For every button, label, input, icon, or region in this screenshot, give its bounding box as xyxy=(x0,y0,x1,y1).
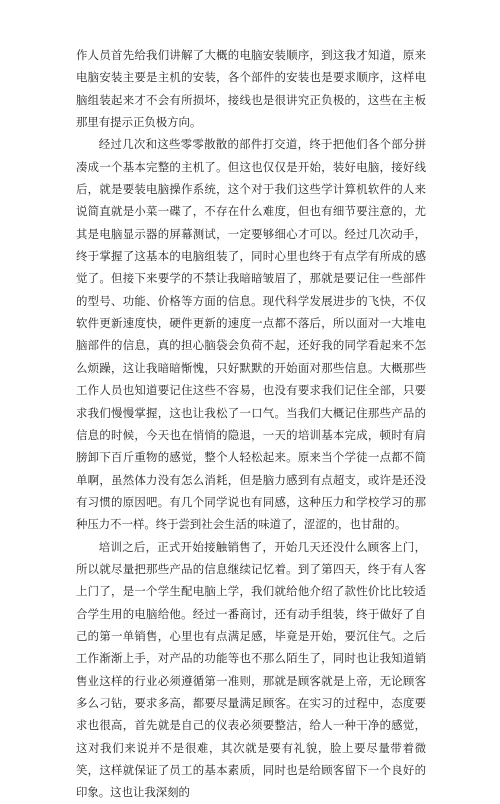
paragraph-sales-experience: 培训之后，正式开始接触销售了，开始几天还没什么顾客上门，所以就尽量把那些产品的信息继续记忆着。到了第四天，终于有人客上门了，是一个学生配电脑上学，我们就给他介绍了款性价比比较适合学生用的电脑给他。经过一番商讨，还有动手组装，终于做好了自己的第一单销售，心里也有点满足感，毕竟是开始，要沉住气。之后工作渐渐上手，对产品的功能等也不那么陌生了，同时也让我知道销售业这样的行业必须遵循第一准则，那就是顾客就是上帝，无论顾客多么刁钻，要求多高，都要尽量满足顾客。在实习的过程中，态度要求也很高，首先就是自己的仪表必须要整洁，给人一种干净的感觉，这对我们来说并不是很难，其次就是要有礼貌，脸上要尽量带着微笑，这样就保证了员工的基本素质，同时也是给顾客留下一个良好的印象。这也让我深刻的 xyxy=(76,539,426,800)
document-body xyxy=(76,44,426,804)
paragraph-continuation: 作人员首先给我们讲解了大概的电脑安装顺序，到这我才知道，原来电脑安装主要是主机的安装，各个部件的安装也是要求顺序，这样电脑组装起来才不会有所损坏，接线也是很讲究正负极的，这些在主板那里有提示正负极方向。 xyxy=(76,48,426,130)
paragraph-assembly-training: 经过几次和这些零零散散的部件打交道，终于把他们各个部分拼凑成一个基本完整的主机了。但这也仅仅是开始，装好电脑，接好线后，就是要装电脑操作系统，这个对于我们这些学计算机软件的人来说简直就是小菜一碟了，不存在什么难度，但也有细节要注意的，尤其是电脑显示器的屏幕测试，一定要够细心才可以。经过几次动手，终于掌握了这基本的电脑组装了，同时心里也终于有点学有所成的感觉了。但接下来要学的不禁让我暗暗皱眉了，那就是要记住一些部件的型号、功能、价格等方面的信息。现代科学发展进步的飞快，不仅软件更新速度快，硬件更新的速度一点都不落后，所以面对一大堆电脑部件的信息，真的担心脑袋会负荷不起，还好我的同学看起来不怎么烦躁，这让我暗暗惭愧，只好默默的开始面对那些信息。大概那些工作人员也知道要记住这些不容易，也没有要求我们记住全部，只要求我们慢慢掌握，这也让我松了一口气。当我们大概记住那些产品的信息的时候，今天也在悄悄的隐退，一天的培训基本完成，顿时有肩膀卸下百斤重物的感觉，整个人轻松起来。原来当个学徒一点都不简单啊，虽然体力没有怎么消耗，但是脑力感到有点超支，或许是还没有习惯的原因吧。有几个同学说也有同感，这种压力和学校学习的那种压力不一样。终于尝到社会生活的味道了，涩涩的，也甘甜的。 xyxy=(76,137,426,532)
